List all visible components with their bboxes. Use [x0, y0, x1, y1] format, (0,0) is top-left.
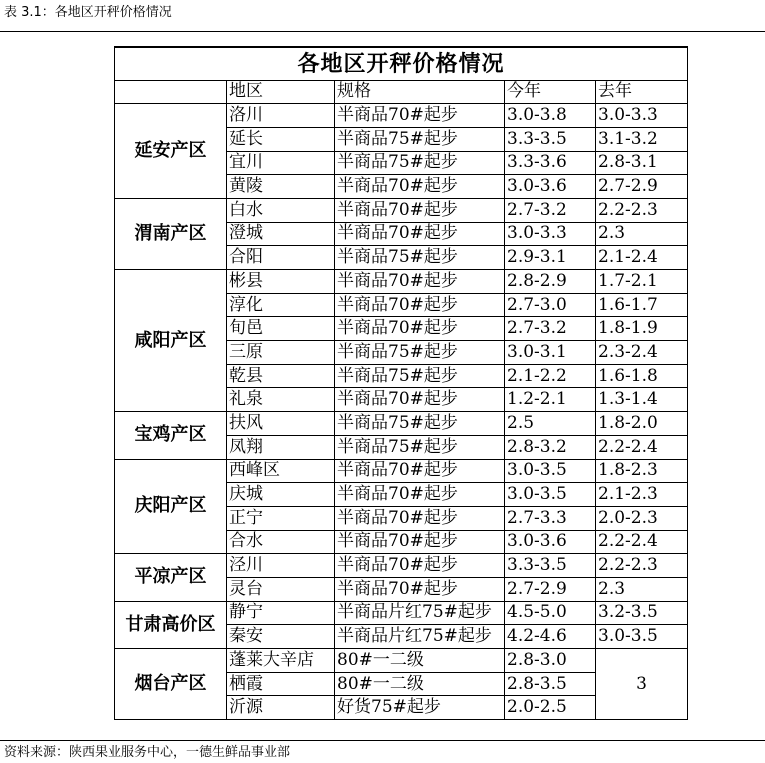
place-cell: 黄陵	[227, 175, 335, 199]
place-cell: 乾县	[227, 364, 335, 388]
last-year-cell: 1.7-2.1	[596, 270, 688, 294]
last-year-cell: 2.2-2.4	[596, 435, 688, 459]
last-year-merged-cell: 3	[596, 649, 688, 720]
this-year-cell: 1.2-2.1	[505, 388, 596, 412]
top-divider	[0, 31, 765, 32]
table-title: 各地区开秤价格情况	[115, 47, 688, 80]
place-cell: 淳化	[227, 293, 335, 317]
price-table-body	[115, 47, 688, 720]
place-cell: 蓬莱大辛店	[227, 649, 335, 673]
this-year-cell: 4.2-4.6	[505, 625, 596, 649]
place-cell: 庆城	[227, 483, 335, 507]
source-note: 资料来源：陕西果业服务中心，一德生鲜品事业部	[4, 745, 291, 760]
last-year-cell: 3.1-3.2	[596, 127, 688, 151]
region-cell: 咸阳产区	[115, 270, 227, 412]
place-cell: 延长	[227, 127, 335, 151]
spec-cell: 半商品75#起步	[335, 435, 505, 459]
place-cell: 宜川	[227, 151, 335, 175]
header-spec: 规格	[335, 80, 505, 104]
this-year-cell: 3.3-3.5	[505, 127, 596, 151]
this-year-cell: 4.5-5.0	[505, 601, 596, 625]
spec-cell: 半商品75#起步	[335, 127, 505, 151]
last-year-cell: 2.2-2.3	[596, 198, 688, 222]
table-row	[115, 104, 688, 128]
region-cell: 平凉产区	[115, 554, 227, 601]
place-cell: 正宁	[227, 506, 335, 530]
place-cell: 沂源	[227, 696, 335, 720]
header-place: 地区	[227, 80, 335, 104]
this-year-cell: 2.8-3.0	[505, 649, 596, 673]
this-year-cell: 2.7-3.2	[505, 317, 596, 341]
region-cell: 烟台产区	[115, 649, 227, 720]
spec-cell: 半商品70#起步	[335, 175, 505, 199]
this-year-cell: 2.7-3.2	[505, 198, 596, 222]
last-year-cell: 1.8-2.0	[596, 412, 688, 436]
place-cell: 合阳	[227, 246, 335, 270]
last-year-cell: 2.3-2.4	[596, 341, 688, 365]
place-cell: 彬县	[227, 270, 335, 294]
this-year-cell: 2.7-2.9	[505, 577, 596, 601]
place-cell: 灵台	[227, 577, 335, 601]
this-year-cell: 3.0-3.3	[505, 222, 596, 246]
spec-cell: 半商品70#起步	[335, 198, 505, 222]
region-cell: 庆阳产区	[115, 459, 227, 554]
table-row	[115, 601, 688, 625]
spec-cell: 80#一二级	[335, 649, 505, 673]
spec-cell: 半商品70#起步	[335, 104, 505, 128]
price-table	[114, 46, 688, 720]
bottom-divider	[0, 740, 765, 741]
region-cell: 渭南产区	[115, 198, 227, 269]
last-year-cell: 1.8-1.9	[596, 317, 688, 341]
table-caption: 表 3.1：各地区开秤价格情况	[4, 5, 172, 20]
place-cell: 扶风	[227, 412, 335, 436]
last-year-cell: 3.0-3.3	[596, 104, 688, 128]
table-row	[115, 554, 688, 578]
place-cell: 礼泉	[227, 388, 335, 412]
this-year-cell: 2.8-3.2	[505, 435, 596, 459]
spec-cell: 半商品70#起步	[335, 459, 505, 483]
place-cell: 凤翔	[227, 435, 335, 459]
last-year-cell: 2.0-2.3	[596, 506, 688, 530]
place-cell: 栖霞	[227, 672, 335, 696]
last-year-cell: 1.6-1.8	[596, 364, 688, 388]
table-row	[115, 459, 688, 483]
region-cell: 甘肃高价区	[115, 601, 227, 648]
this-year-cell: 2.0-2.5	[505, 696, 596, 720]
table-row	[115, 270, 688, 294]
last-year-cell: 2.3	[596, 577, 688, 601]
this-year-cell: 2.1-2.2	[505, 364, 596, 388]
spec-cell: 半商品70#起步	[335, 554, 505, 578]
place-cell: 白水	[227, 198, 335, 222]
last-year-cell: 2.2-2.3	[596, 554, 688, 578]
place-cell: 洛川	[227, 104, 335, 128]
last-year-cell: 2.1-2.3	[596, 483, 688, 507]
last-year-cell: 2.2-2.4	[596, 530, 688, 554]
spec-cell: 半商品75#起步	[335, 151, 505, 175]
last-year-cell: 1.3-1.4	[596, 388, 688, 412]
last-year-cell: 2.8-3.1	[596, 151, 688, 175]
last-year-cell: 3.2-3.5	[596, 601, 688, 625]
header-row	[115, 80, 688, 104]
last-year-cell: 1.6-1.7	[596, 293, 688, 317]
spec-cell: 半商品70#起步	[335, 506, 505, 530]
table-row	[115, 649, 688, 673]
this-year-cell: 2.7-3.0	[505, 293, 596, 317]
place-cell: 秦安	[227, 625, 335, 649]
this-year-cell: 3.0-3.6	[505, 175, 596, 199]
header-this-year: 今年	[505, 80, 596, 104]
place-cell: 静宁	[227, 601, 335, 625]
spec-cell: 半商品75#起步	[335, 341, 505, 365]
last-year-cell: 2.3	[596, 222, 688, 246]
spec-cell: 半商品70#起步	[335, 577, 505, 601]
place-cell: 西峰区	[227, 459, 335, 483]
spec-cell: 半商品片红75#起步	[335, 625, 505, 649]
this-year-cell: 3.3-3.5	[505, 554, 596, 578]
spec-cell: 半商品片红75#起步	[335, 601, 505, 625]
last-year-cell: 1.8-2.3	[596, 459, 688, 483]
spec-cell: 好货75#起步	[335, 696, 505, 720]
this-year-cell: 2.8-2.9	[505, 270, 596, 294]
place-cell: 三原	[227, 341, 335, 365]
spec-cell: 半商品70#起步	[335, 222, 505, 246]
last-year-cell: 3.0-3.5	[596, 625, 688, 649]
this-year-cell: 2.7-3.3	[505, 506, 596, 530]
this-year-cell: 3.0-3.1	[505, 341, 596, 365]
header-blank	[115, 80, 227, 104]
this-year-cell: 3.0-3.5	[505, 483, 596, 507]
spec-cell: 半商品75#起步	[335, 412, 505, 436]
this-year-cell: 3.3-3.6	[505, 151, 596, 175]
place-cell: 泾川	[227, 554, 335, 578]
region-cell: 宝鸡产区	[115, 412, 227, 459]
this-year-cell: 2.5	[505, 412, 596, 436]
title-row	[115, 47, 688, 80]
this-year-cell: 2.9-3.1	[505, 246, 596, 270]
spec-cell: 半商品70#起步	[335, 530, 505, 554]
spec-cell: 半商品70#起步	[335, 317, 505, 341]
header-last-year: 去年	[596, 80, 688, 104]
spec-cell: 半商品70#起步	[335, 483, 505, 507]
place-cell: 合水	[227, 530, 335, 554]
spec-cell: 半商品75#起步	[335, 364, 505, 388]
spec-cell: 半商品70#起步	[335, 388, 505, 412]
spec-cell: 80#一二级	[335, 672, 505, 696]
spec-cell: 半商品70#起步	[335, 293, 505, 317]
this-year-cell: 2.8-3.5	[505, 672, 596, 696]
table-row	[115, 412, 688, 436]
spec-cell: 半商品75#起步	[335, 246, 505, 270]
spec-cell: 半商品70#起步	[335, 270, 505, 294]
region-cell: 延安产区	[115, 104, 227, 199]
place-cell: 澄城	[227, 222, 335, 246]
last-year-cell: 2.1-2.4	[596, 246, 688, 270]
place-cell: 旬邑	[227, 317, 335, 341]
table-row	[115, 198, 688, 222]
last-year-cell: 2.7-2.9	[596, 175, 688, 199]
this-year-cell: 3.0-3.8	[505, 104, 596, 128]
this-year-cell: 3.0-3.5	[505, 459, 596, 483]
this-year-cell: 3.0-3.6	[505, 530, 596, 554]
